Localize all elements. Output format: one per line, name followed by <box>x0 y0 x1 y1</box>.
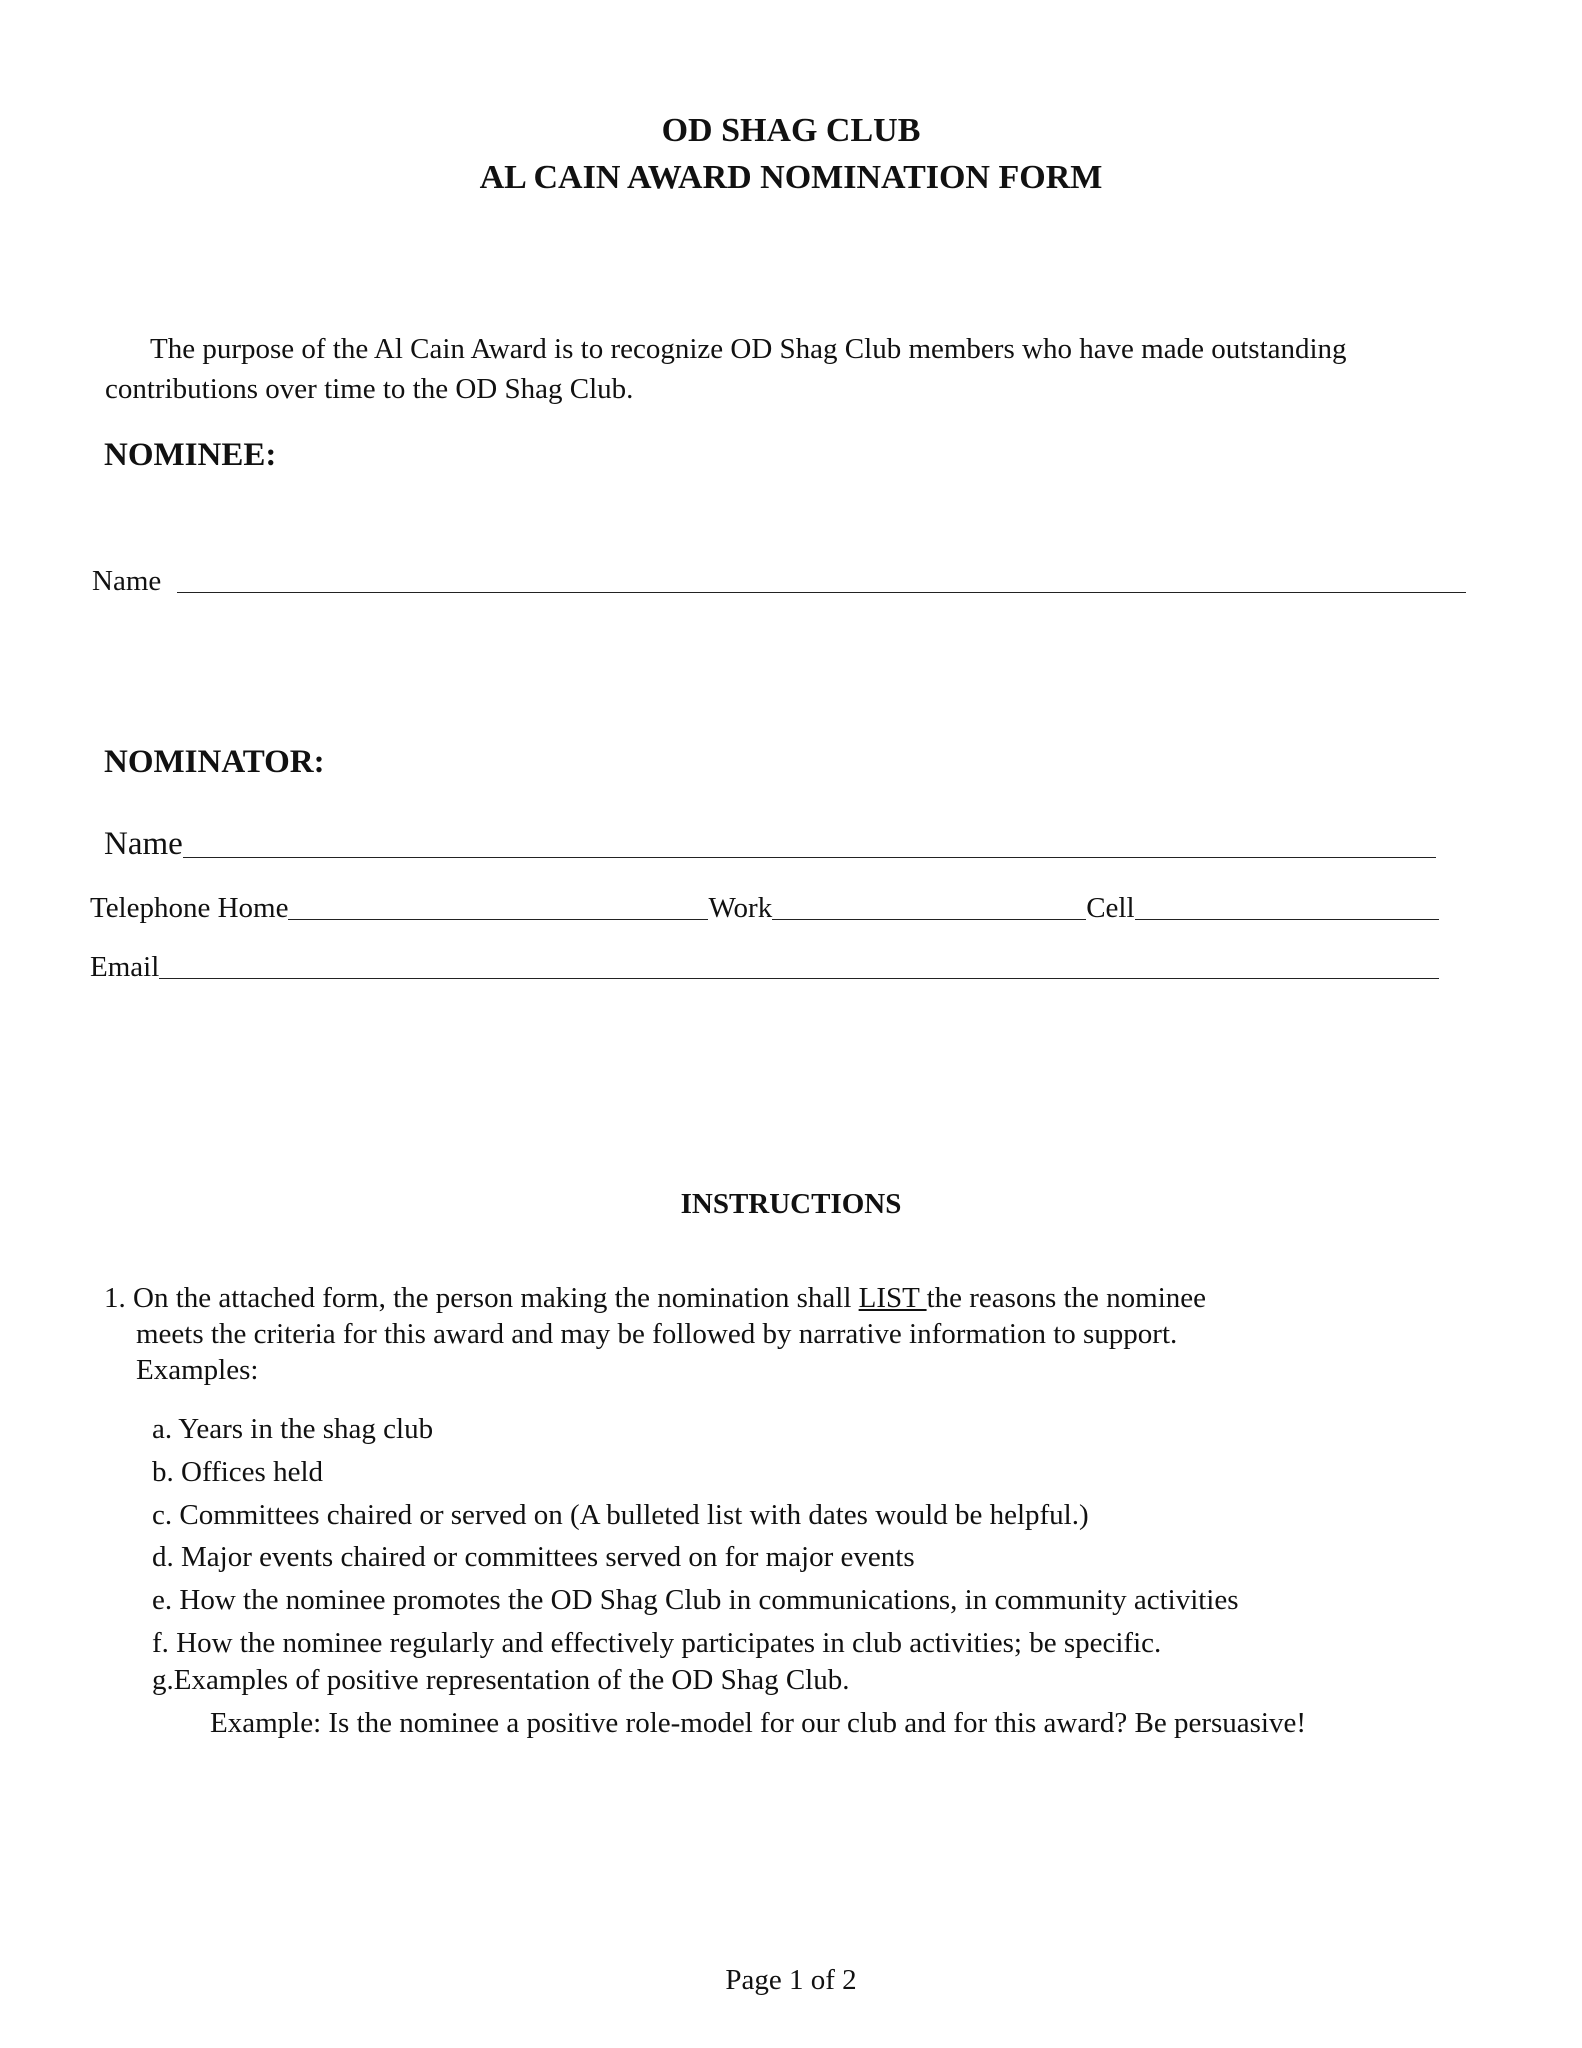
example-c: c. Committees chaired or served on (A bulleted list with dates would be helpful.) <box>152 1499 1089 1531</box>
intro-line-2: contributions over time to the OD Shag Club. <box>105 373 634 405</box>
instruction-item-1 <box>104 1282 1206 1315</box>
form-title: AL CAIN AWARD NOMINATION FORM <box>479 159 1103 196</box>
example-b: b. Offices held <box>152 1456 323 1488</box>
instruction-text-start: On the attached form, the person making the nomination shall <box>133 1282 859 1314</box>
example-d: d. Major events chaired or committees served on for major events <box>152 1541 915 1573</box>
nominee-name-row <box>92 565 1466 598</box>
email-label: Email <box>90 951 160 983</box>
instruction-text-end: the reasons the nominee <box>926 1282 1207 1314</box>
telephone-home-label: Telephone Home <box>90 892 289 924</box>
telephone-row <box>90 892 1439 925</box>
page-number: Page 1 of 2 <box>725 1964 857 1996</box>
example-f: f. How the nominee regularly and effectively participates in club activities; be specific. <box>152 1627 1162 1659</box>
instruction-emphasis-list: LIST <box>858 1282 927 1314</box>
example-a: a. Years in the shag club <box>152 1413 434 1445</box>
email-field[interactable] <box>159 978 1439 979</box>
cell-label: Cell <box>1086 892 1135 924</box>
club-title: OD SHAG CLUB <box>661 112 921 149</box>
work-phone-field[interactable] <box>772 919 1086 920</box>
example-g: g.Examples of positive representation of the OD Shag Club. <box>152 1664 850 1696</box>
cell-phone-field[interactable] <box>1135 919 1439 920</box>
instruction-line-2: meets the criteria for this award and may be followed by narrative information to support. <box>136 1318 1178 1350</box>
nominee-heading: NOMINEE: <box>104 437 277 473</box>
telephone-home-field[interactable] <box>288 919 708 920</box>
instruction-line-3: Examples: <box>136 1354 259 1386</box>
nominator-name-row <box>104 826 1436 863</box>
intro-line-1: The purpose of the Al Cain Award is to recognize OD Shag Club members who have made outstanding <box>150 333 1347 365</box>
closing-example: Example: Is the nominee a positive role-model for our club and for this award? Be persuasive! <box>210 1707 1307 1739</box>
work-label: Work <box>708 892 773 924</box>
instruction-number: 1. <box>104 1282 126 1314</box>
email-row <box>90 951 1439 984</box>
nominator-heading: NOMINATOR: <box>104 744 325 780</box>
nominator-name-field[interactable] <box>183 857 1436 858</box>
nominee-name-field[interactable] <box>177 592 1466 593</box>
nominator-name-label: Name <box>104 826 183 862</box>
nominee-name-label: Name <box>92 565 162 597</box>
example-e: e. How the nominee promotes the OD Shag Club in communications, in community activities <box>152 1584 1239 1616</box>
instructions-heading: INSTRUCTIONS <box>680 1188 902 1220</box>
